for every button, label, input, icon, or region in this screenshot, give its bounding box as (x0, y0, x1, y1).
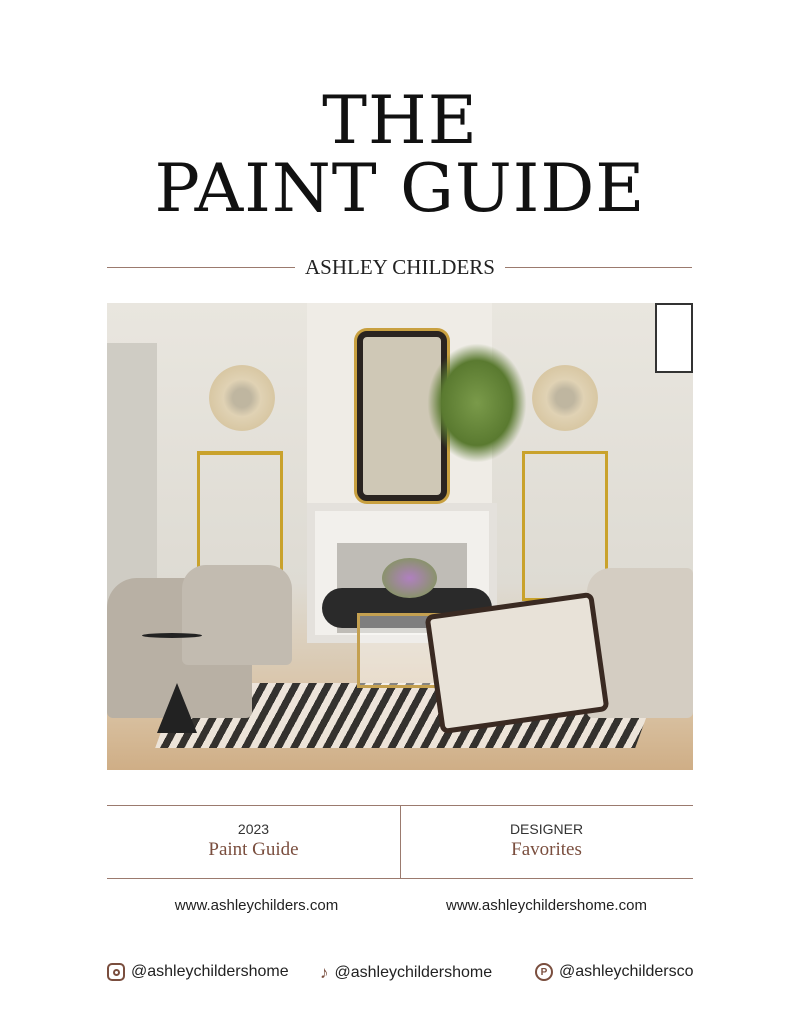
author-name: ASHLEY CHILDERS (0, 255, 800, 280)
table-bottom-rule (107, 878, 693, 879)
tiktok-handle: @ashleychildershome (334, 964, 493, 981)
paint-guide-label: Paint Guide (208, 839, 299, 860)
pinterest-handle: @ashleychildersco (559, 963, 694, 980)
title-line-2: PAINT GUIDE (154, 150, 646, 227)
social-instagram[interactable] (107, 963, 289, 981)
living-room-photo (107, 303, 693, 770)
designer-label: DESIGNER (509, 821, 584, 837)
instagram-icon (107, 963, 125, 981)
website-link-1[interactable]: www.ashleychilders.com (174, 897, 339, 914)
website-link-2[interactable]: www.ashleychildershome.com (446, 897, 647, 914)
instagram-handle: @ashleychildershome (131, 963, 289, 980)
social-pinterest[interactable] (535, 963, 694, 981)
tiktok-icon: ♪ (320, 963, 329, 982)
info-cell-designer (400, 805, 693, 878)
social-tiktok[interactable] (320, 963, 492, 983)
pinterest-icon: P (535, 963, 553, 981)
year-label: 2023 (237, 821, 270, 837)
info-cell-year (107, 805, 400, 878)
favorites-label: Favorites (511, 839, 582, 860)
title-line-1: THE (322, 82, 478, 159)
